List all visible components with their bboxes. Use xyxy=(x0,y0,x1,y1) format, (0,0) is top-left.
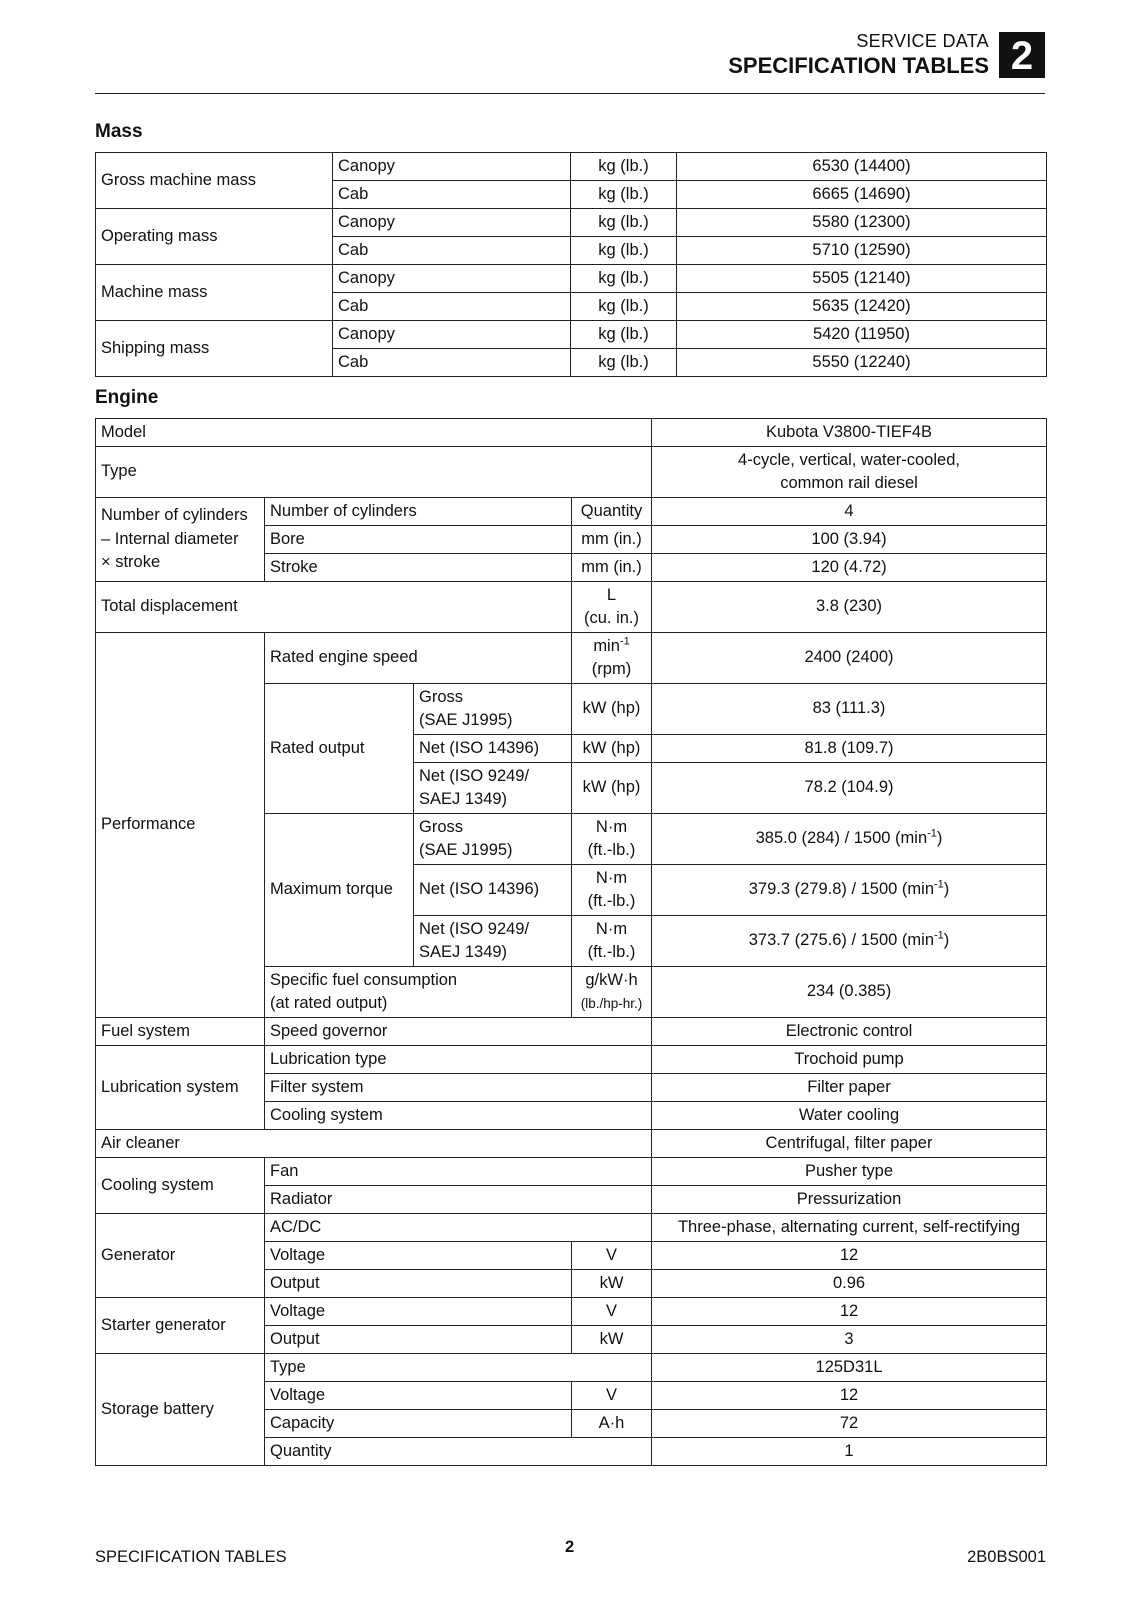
max-torque-gross-value-text: 385.0 (284) / 1500 ( xyxy=(755,829,901,848)
mass-value: 5550 (12240) xyxy=(677,349,1047,377)
mass-value: 5505 (12140) xyxy=(677,265,1047,293)
table-row xyxy=(96,153,1047,181)
mass-variant: Canopy xyxy=(333,209,571,237)
table-row xyxy=(96,321,1047,349)
rated-speed-unit-base: min xyxy=(593,636,620,655)
max-torque-gross-unit xyxy=(572,814,652,865)
fuel-consumption-value: 234 (0.385) xyxy=(652,967,1047,1018)
max-torque-unit-line2: (ft.-lb.) xyxy=(587,943,636,961)
model-value: Kubota V3800-TIEF4B xyxy=(652,419,1047,447)
chapter-number-badge: 2 xyxy=(999,32,1045,78)
rated-output-net9249-label xyxy=(414,763,572,814)
table-row xyxy=(96,1158,1047,1186)
fuel-consumption-line1: Specific fuel consumption xyxy=(270,970,458,989)
rated-output-gross-line2: (SAE J1995) xyxy=(419,711,513,729)
min-sup: -1 xyxy=(934,878,944,891)
fuel-consumption-unit-line2: (lb./hp-hr.) xyxy=(580,996,643,1011)
starter-voltage-unit: V xyxy=(572,1298,652,1326)
mass-unit: kg (lb.) xyxy=(571,209,677,237)
fuel-consumption-label xyxy=(265,967,572,1018)
generator-output-value: 0.96 xyxy=(652,1270,1047,1298)
page-header xyxy=(95,28,1045,94)
lubrication-label: Lubrication system xyxy=(96,1046,265,1130)
max-torque-net14396-value-text: 379.3 (279.8) / 1500 ( xyxy=(748,880,908,899)
max-torque-net14396-unit xyxy=(572,865,652,916)
battery-quantity-value: 1 xyxy=(652,1438,1047,1466)
battery-capacity-unit: A·h xyxy=(572,1410,652,1438)
max-torque-unit-line2: (ft.-lb.) xyxy=(587,892,636,910)
cylinder-count-value: 4 xyxy=(652,498,1047,526)
max-torque-net14396-label: Net (ISO 14396) xyxy=(414,865,572,916)
cylinders-group-line2: – Internal diameter xyxy=(101,529,239,548)
rated-output-gross-line1: Gross xyxy=(419,687,464,706)
battery-quantity-label: Quantity xyxy=(265,1438,652,1466)
bore-label: Bore xyxy=(265,526,572,554)
mass-value: 6665 (14690) xyxy=(677,181,1047,209)
radiator-value: Pressurization xyxy=(652,1186,1047,1214)
max-torque-gross-label xyxy=(414,814,572,865)
generator-voltage-value: 12 xyxy=(652,1242,1047,1270)
min-unit: min xyxy=(907,880,935,899)
acdc-value: Three-phase, alternating current, self-rectifying xyxy=(652,1214,1047,1242)
table-row xyxy=(96,209,1047,237)
filter-system-label: Filter system xyxy=(265,1074,652,1102)
mass-unit: kg (lb.) xyxy=(571,265,677,293)
fuel-consumption-unit xyxy=(572,967,652,1018)
table-row xyxy=(96,1130,1047,1158)
max-torque-net9249-value-text: 373.7 (275.6) / 1500 ( xyxy=(748,931,908,950)
mass-variant: Canopy xyxy=(333,153,571,181)
rated-speed-unit xyxy=(572,633,652,684)
type-value-line1: 4-cycle, vertical, water-cooled, xyxy=(738,450,960,469)
displacement-unit-line1: L xyxy=(606,585,617,604)
max-torque-gross-line2: (SAE J1995) xyxy=(419,841,513,859)
rated-output-net9249-value: 78.2 (104.9) xyxy=(652,763,1047,814)
lube-cooling-value: Water cooling xyxy=(652,1102,1047,1130)
rated-output-net14396-label: Net (ISO 14396) xyxy=(414,735,572,763)
max-torque-net9249-unit xyxy=(572,916,652,967)
filter-system-value: Filter paper xyxy=(652,1074,1047,1102)
battery-type-label: Type xyxy=(265,1354,652,1382)
table-row xyxy=(96,265,1047,293)
acdc-label: AC/DC xyxy=(265,1214,652,1242)
table-row xyxy=(96,582,1047,633)
lube-cooling-label: Cooling system xyxy=(265,1102,652,1130)
fan-value: Pusher type xyxy=(652,1158,1047,1186)
engine-section-title: Engine xyxy=(95,387,159,408)
lubrication-type-value: Trochoid pump xyxy=(652,1046,1047,1074)
stroke-unit: mm (in.) xyxy=(572,554,652,582)
type-value xyxy=(652,447,1047,498)
table-row xyxy=(96,1354,1047,1382)
mass-unit: kg (lb.) xyxy=(571,237,677,265)
bore-unit: mm (in.) xyxy=(572,526,652,554)
max-torque-label: Maximum torque xyxy=(265,814,414,967)
stroke-value: 120 (4.72) xyxy=(652,554,1047,582)
cylinder-count-unit: Quantity xyxy=(572,498,652,526)
mass-unit: kg (lb.) xyxy=(571,321,677,349)
generator-output-unit: kW xyxy=(572,1270,652,1298)
mass-value: 5420 (11950) xyxy=(677,321,1047,349)
cylinder-count-label: Number of cylinders xyxy=(265,498,572,526)
rated-output-gross-value: 83 (111.3) xyxy=(652,684,1047,735)
mass-variant: Cab xyxy=(333,293,571,321)
battery-type-value: 125D31L xyxy=(652,1354,1047,1382)
mass-variant: Canopy xyxy=(333,265,571,293)
generator-voltage-unit: V xyxy=(572,1242,652,1270)
radiator-label: Radiator xyxy=(265,1186,652,1214)
bore-value: 100 (3.94) xyxy=(652,526,1047,554)
speed-governor-value: Electronic control xyxy=(652,1018,1047,1046)
displacement-unit xyxy=(572,582,652,633)
mass-table xyxy=(95,152,1047,377)
rated-output-net14396-value: 81.8 (109.7) xyxy=(652,735,1047,763)
battery-voltage-unit: V xyxy=(572,1382,652,1410)
fuel-consumption-unit-line1: g/kW·h xyxy=(585,970,638,989)
battery-label: Storage battery xyxy=(96,1354,265,1466)
mass-unit: kg (lb.) xyxy=(571,181,677,209)
mass-variant: Cab xyxy=(333,181,571,209)
starter-output-unit: kW xyxy=(572,1326,652,1354)
mass-item-label: Machine mass xyxy=(96,265,333,321)
mass-item-label: Shipping mass xyxy=(96,321,333,377)
displacement-value: 3.8 (230) xyxy=(652,582,1047,633)
performance-label: Performance xyxy=(96,633,265,1018)
cooling-system-label: Cooling system xyxy=(96,1158,265,1214)
lubrication-type-label: Lubrication type xyxy=(265,1046,652,1074)
table-row xyxy=(96,1298,1047,1326)
header-subtitle: SERVICE DATA xyxy=(856,31,989,51)
mass-unit: kg (lb.) xyxy=(571,349,677,377)
generator-label: Generator xyxy=(96,1214,265,1298)
mass-item-label: Gross machine mass xyxy=(96,153,333,209)
max-torque-unit-line1: N·m xyxy=(595,868,628,887)
displacement-unit-line2: (cu. in.) xyxy=(584,609,640,627)
rated-output-label: Rated output xyxy=(265,684,414,814)
max-torque-net9249-value: 373.7 (275.6) / 1500 $(\min^{-1})$ xyxy=(652,916,1047,967)
min-sup: -1 xyxy=(934,929,944,942)
mass-variant: Cab xyxy=(333,237,571,265)
mass-value: 5635 (12420) xyxy=(677,293,1047,321)
cylinders-group-line3: × stroke xyxy=(101,553,161,572)
rated-output-net9249-unit: kW (hp) xyxy=(572,763,652,814)
mass-variant: Cab xyxy=(333,349,571,377)
max-torque-net9249-label xyxy=(414,916,572,967)
table-row xyxy=(96,498,1047,526)
battery-capacity-value: 72 xyxy=(652,1410,1047,1438)
fan-label: Fan xyxy=(265,1158,652,1186)
engine-table xyxy=(95,418,1047,1466)
rated-output-gross-label xyxy=(414,684,572,735)
max-torque-unit-line2: (ft.-lb.) xyxy=(587,841,636,859)
battery-capacity-label: Capacity xyxy=(265,1410,572,1438)
page-number: 2 xyxy=(565,1538,575,1556)
rated-output-net9249-line1: Net (ISO 9249/ xyxy=(419,766,530,785)
min-sup: -1 xyxy=(927,827,937,840)
table-row xyxy=(96,633,1047,684)
mass-value: 5580 (12300) xyxy=(677,209,1047,237)
footer-section-name: SPECIFICATION TABLES xyxy=(95,1548,287,1566)
rated-output-net9249-line2: SAEJ 1349) xyxy=(419,790,508,808)
rated-speed-unit-line2: (rpm) xyxy=(591,660,632,678)
starter-voltage-label: Voltage xyxy=(265,1298,572,1326)
rated-speed-label: Rated engine speed xyxy=(265,633,572,684)
table-row xyxy=(96,419,1047,447)
min-unit: min xyxy=(907,931,935,950)
max-torque-net14396-value: 379.3 (279.8) / 1500 $(\min^{-1})$ xyxy=(652,865,1047,916)
generator-voltage-label: Voltage xyxy=(265,1242,572,1270)
cylinders-group-line1: Number of cylinders xyxy=(101,506,248,525)
mass-unit: kg (lb.) xyxy=(571,293,677,321)
air-cleaner-label: Air cleaner xyxy=(96,1130,652,1158)
min-unit: min xyxy=(900,829,928,848)
cylinders-group-label xyxy=(96,498,265,582)
starter-output-label: Output xyxy=(265,1326,572,1354)
fuel-system-label: Fuel system xyxy=(96,1018,265,1046)
speed-governor-label: Speed governor xyxy=(265,1018,652,1046)
stroke-label: Stroke xyxy=(265,554,572,582)
max-torque-gross-value: 385.0 (284) / 1500 $(\min^{-1})$ xyxy=(652,814,1047,865)
mass-section-title: Mass xyxy=(95,121,143,142)
table-row xyxy=(96,1046,1047,1074)
rated-output-net14396-unit: kW (hp) xyxy=(572,735,652,763)
battery-voltage-label: Voltage xyxy=(265,1382,572,1410)
type-value-line2: common rail diesel xyxy=(780,474,918,492)
max-torque-unit-line1: N·m xyxy=(595,919,628,938)
mass-unit: kg (lb.) xyxy=(571,153,677,181)
table-row xyxy=(96,447,1047,498)
rated-speed-value: 2400 (2400) xyxy=(652,633,1047,684)
header-title: SPECIFICATION TABLES xyxy=(728,53,989,78)
starter-voltage-value: 12 xyxy=(652,1298,1047,1326)
starter-output-value: 3 xyxy=(652,1326,1047,1354)
max-torque-gross-line1: Gross xyxy=(419,817,464,836)
max-torque-net9249-line2: SAEJ 1349) xyxy=(419,943,508,961)
rated-output-gross-unit: kW (hp) xyxy=(572,684,652,735)
mass-value: 5710 (12590) xyxy=(677,237,1047,265)
rated-speed-unit-line1 xyxy=(577,635,646,659)
table-row xyxy=(96,1018,1047,1046)
displacement-label: Total displacement xyxy=(96,582,572,633)
battery-voltage-value: 12 xyxy=(652,1382,1047,1410)
table-row xyxy=(96,1214,1047,1242)
starter-label: Starter generator xyxy=(96,1298,265,1354)
mass-variant: Canopy xyxy=(333,321,571,349)
rated-speed-unit-sup: -1 xyxy=(619,635,630,647)
mass-item-label: Operating mass xyxy=(96,209,333,265)
max-torque-unit-line1: N·m xyxy=(595,817,628,836)
type-label: Type xyxy=(96,447,652,498)
generator-output-label: Output xyxy=(265,1270,572,1298)
document-code: 2B0BS001 xyxy=(967,1548,1046,1566)
max-torque-net9249-line1: Net (ISO 9249/ xyxy=(419,919,530,938)
mass-value: 6530 (14400) xyxy=(677,153,1047,181)
model-label: Model xyxy=(96,419,652,447)
fuel-consumption-line2: (at rated output) xyxy=(270,994,388,1012)
air-cleaner-value: Centrifugal, filter paper xyxy=(652,1130,1047,1158)
